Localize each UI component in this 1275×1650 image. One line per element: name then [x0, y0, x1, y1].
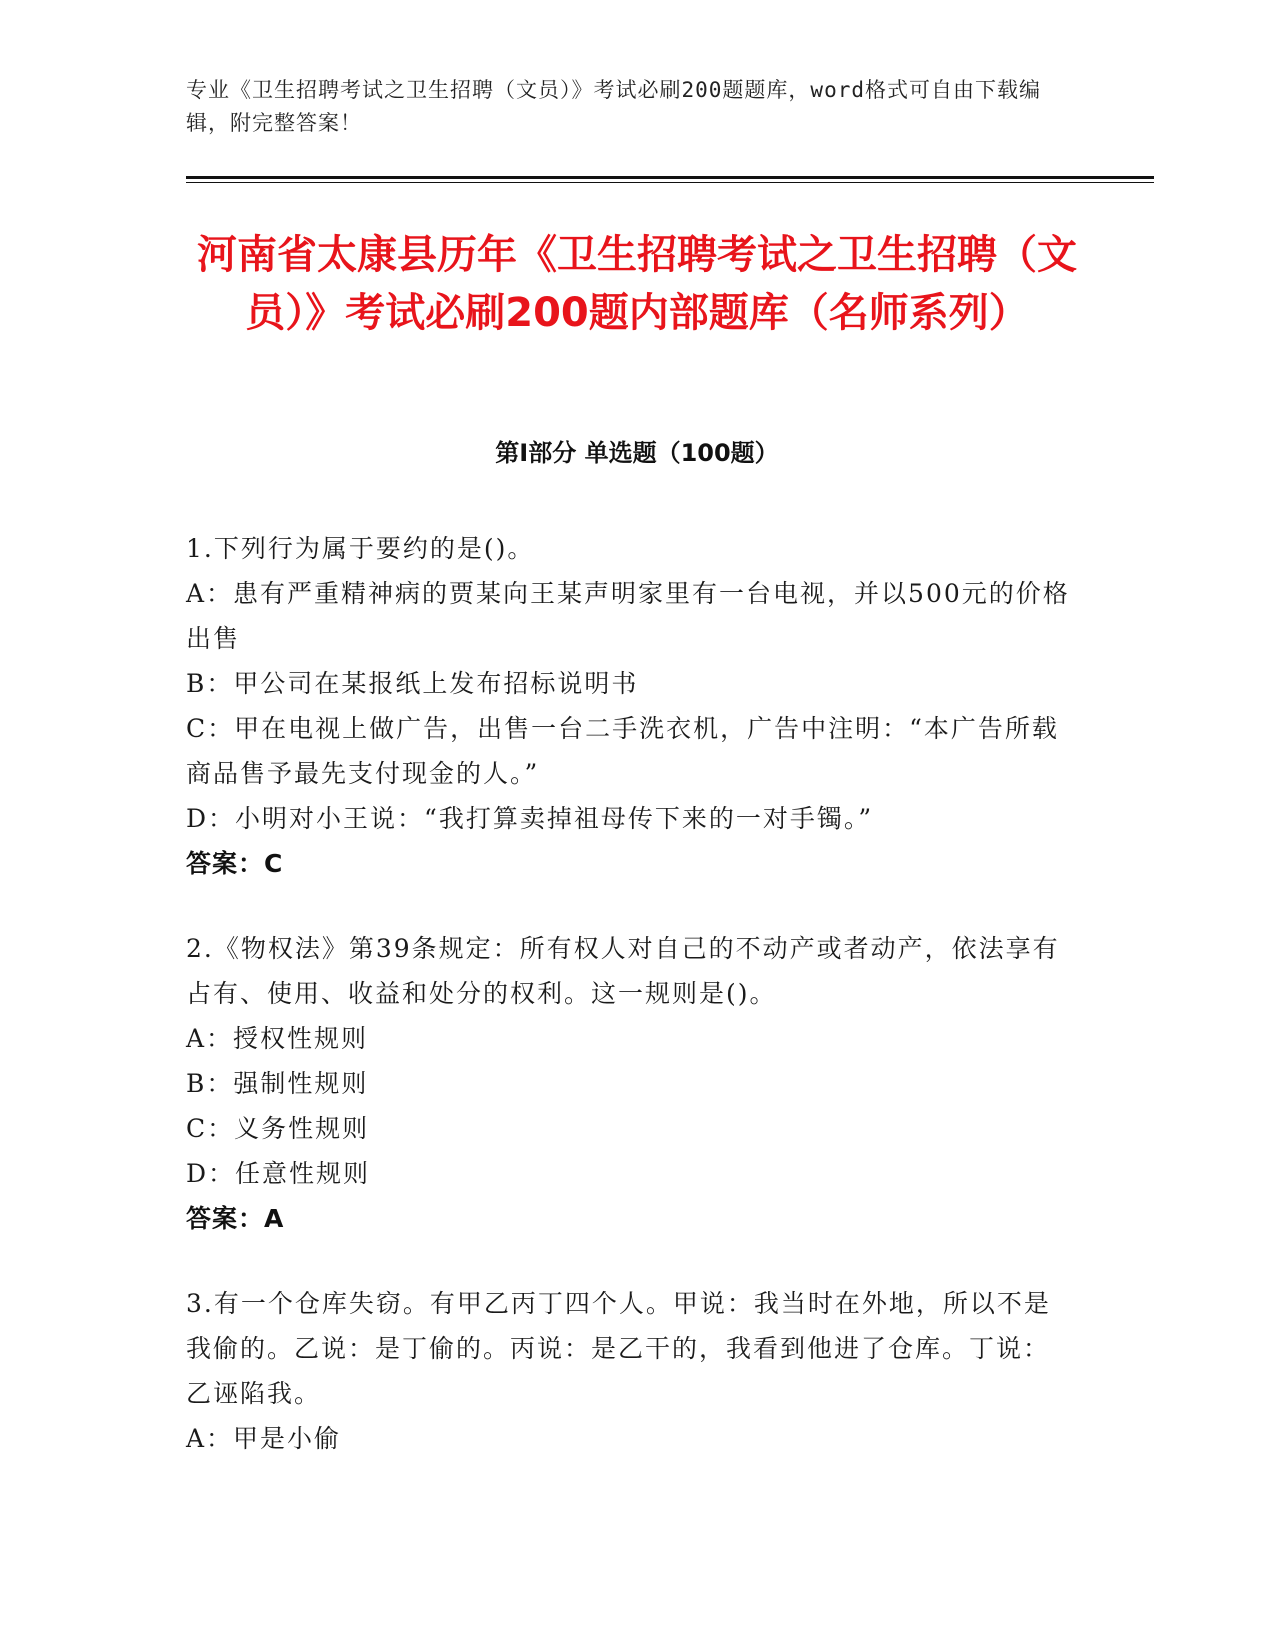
option-b: B：甲公司在某报纸上发布招标说明书 — [186, 669, 639, 698]
header-divider-thick — [186, 176, 1154, 179]
answer: 答案：A — [186, 1204, 285, 1233]
question-2 — [186, 926, 1076, 1241]
option-a: A：患有严重精神病的贾某向王某声明家里有一台电视，并以500元的价格出售 — [186, 579, 1070, 653]
header-divider-thin — [186, 182, 1154, 183]
option-a: A：授权性规则 — [186, 1024, 369, 1053]
option-c: C：义务性规则 — [186, 1114, 370, 1143]
option-d: D：小明对小王说：“我打算卖掉祖母传下来的一对手镯。” — [186, 804, 874, 833]
document-title: 河南省太康县历年《卫生招聘考试之卫生招聘（文员）》考试必刷200题内部题库（名师系列） — [197, 232, 1077, 336]
question-stem: 3.有一个仓库失窃。有甲乙丙丁四个人。甲说：我当时在外地，所以不是我偷的。乙说：是丁偷的。丙说：是乙干的，我看到他进了仓库。丁说：乙诬陷我。 — [186, 1289, 1051, 1408]
header-note: 专业《卫生招聘考试之卫生招聘（文员）》考试必刷200题题库，word格式可自由下载编辑，附完整答案！ — [186, 78, 1041, 135]
option-a: A：甲是小偷 — [186, 1424, 342, 1453]
question-1 — [186, 526, 1076, 886]
question-3 — [186, 1281, 1076, 1461]
answer: 答案：C — [186, 849, 284, 878]
question-stem: 1.下列行为属于要约的是()。 — [186, 534, 535, 563]
question-stem: 2.《物权法》第39条规定：所有权人对自己的不动产或者动产，依法享有占有、使用、收益和处分的权利。这一规则是()。 — [186, 934, 1060, 1008]
section-heading: 第Ⅰ部分 单选题（100题） — [495, 439, 779, 467]
option-b: B：强制性规则 — [186, 1069, 369, 1098]
option-c: C：甲在电视上做广告，出售一台二手洗衣机，广告中注明：“本广告所载商品售予最先支付现金的人。” — [186, 714, 1059, 788]
question-list — [186, 526, 1076, 1501]
option-d: D：任意性规则 — [186, 1159, 371, 1188]
